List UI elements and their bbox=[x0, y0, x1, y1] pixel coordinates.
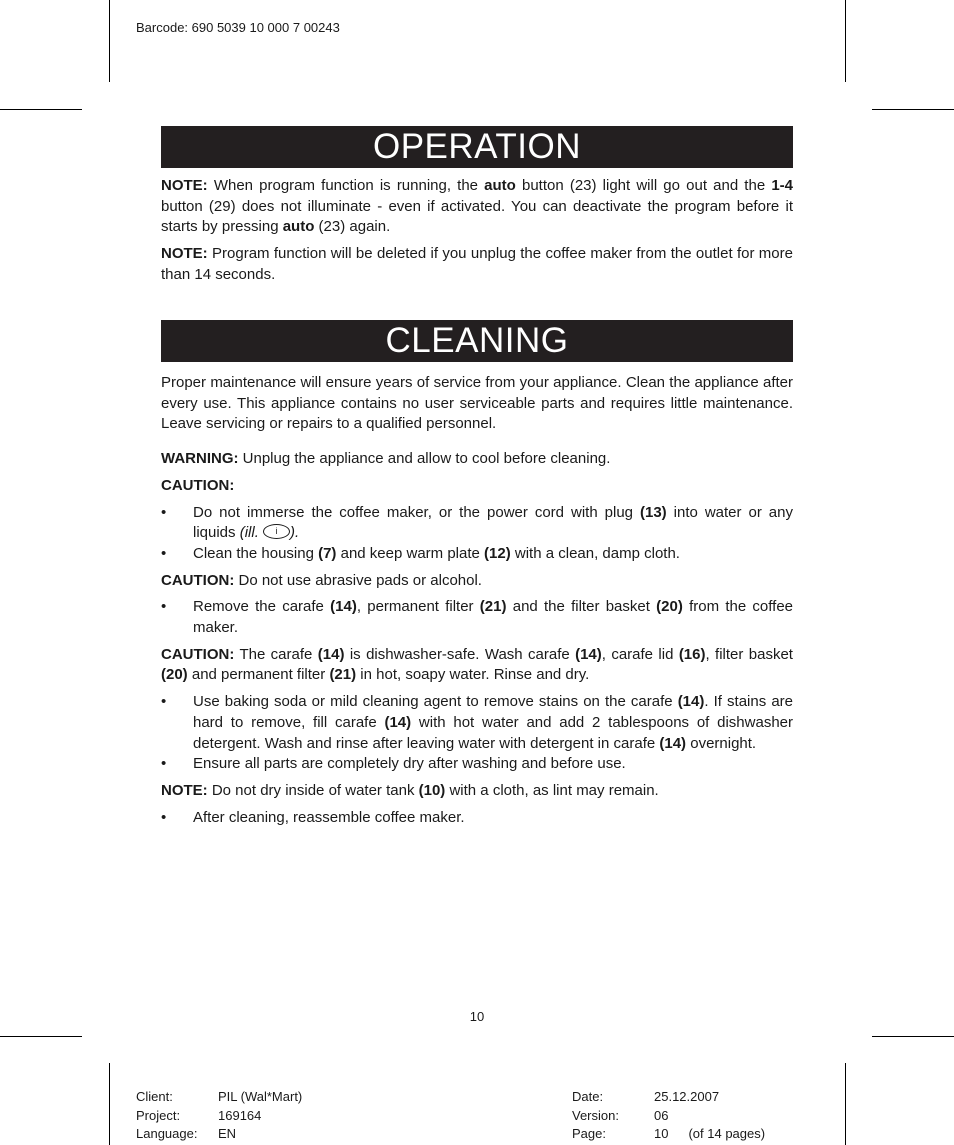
note-label: NOTE: bbox=[161, 177, 208, 194]
bullet: • bbox=[161, 693, 167, 711]
list-item bbox=[161, 544, 793, 565]
operation-note-1 bbox=[161, 176, 793, 238]
auto-button-ref: auto bbox=[282, 218, 315, 236]
crop-mark-top-left bbox=[109, 0, 110, 82]
page-number: 10 bbox=[469, 1009, 485, 1024]
caution-text: The carafe bbox=[234, 645, 318, 663]
crop-mark-left-top bbox=[0, 109, 82, 110]
part-ref: (14) bbox=[575, 645, 602, 663]
part-ref: (21) bbox=[479, 598, 507, 616]
part-ref: (16) bbox=[678, 645, 706, 663]
warning-label: WARNING: bbox=[161, 450, 239, 468]
footer-left bbox=[136, 1088, 302, 1144]
caution-text: in hot, soapy water. Rinse and dry. bbox=[356, 666, 590, 684]
note-text: button (23) light will go out and the bbox=[515, 177, 772, 194]
caution-heading bbox=[161, 476, 793, 497]
project-label: Project: bbox=[136, 1107, 181, 1123]
item-text: overnight. bbox=[686, 734, 757, 752]
footer-language-row bbox=[136, 1125, 302, 1144]
illustration-ref-end: ). bbox=[290, 524, 300, 542]
crop-mark-right-top bbox=[872, 109, 954, 110]
note-text: with a cloth, as lint may remain. bbox=[445, 781, 659, 799]
bullet: • bbox=[161, 544, 167, 562]
caution-paragraph-2 bbox=[161, 571, 793, 592]
caution-text: and permanent filter bbox=[187, 666, 330, 684]
list-item bbox=[161, 808, 793, 829]
caution-text: is dishwasher-safe. Wash carafe bbox=[344, 645, 576, 663]
footer-date-row bbox=[572, 1088, 765, 1107]
part-ref: (20) bbox=[161, 666, 188, 684]
footer-right bbox=[572, 1088, 765, 1144]
client-label: Client: bbox=[136, 1089, 173, 1104]
cleaning-intro: Proper maintenance will ensure years of service from your appliance. Clean the appliance after every use. This appliance contains no user serviceable parts and requires little maintenance. Leave servicing or repairs to a qualified personnel. bbox=[161, 374, 793, 433]
crop-mark-left-bottom bbox=[0, 1036, 82, 1037]
list-item bbox=[161, 692, 793, 754]
item-text: from the coffee maker. bbox=[193, 598, 794, 637]
caution-label: CAUTION: bbox=[161, 645, 235, 663]
auto-button-ref: auto bbox=[484, 177, 516, 194]
note-label: NOTE: bbox=[161, 245, 208, 263]
caution-list-1 bbox=[161, 503, 793, 565]
part-ref: (21) bbox=[329, 666, 357, 684]
date-value: 25.12.2007 bbox=[654, 1089, 720, 1104]
list-item bbox=[161, 597, 793, 638]
item-text: Remove the carafe bbox=[193, 598, 331, 616]
operation-heading: OPERATION bbox=[161, 126, 793, 168]
caution-list-3 bbox=[161, 692, 793, 775]
caution-label: CAUTION: bbox=[161, 571, 235, 589]
caution-label: CAUTION: bbox=[161, 476, 235, 494]
item-text: Ensure all parts are completely dry after washing and before use. bbox=[193, 755, 626, 773]
caution-text: Do not use abrasive pads or alcohol. bbox=[234, 571, 482, 589]
crop-mark-bottom-left bbox=[109, 1063, 110, 1145]
footer-project-row bbox=[136, 1107, 302, 1126]
list-item bbox=[161, 503, 793, 544]
caution-list-2 bbox=[161, 597, 793, 638]
version-value: 06 bbox=[654, 1107, 669, 1123]
bullet: • bbox=[161, 755, 167, 773]
language-value: EN bbox=[218, 1126, 237, 1142]
crop-mark-top-right bbox=[845, 0, 846, 82]
footer-version-row bbox=[572, 1107, 765, 1126]
page-total: (of 14 pages) bbox=[688, 1126, 766, 1142]
operation-note-2 bbox=[161, 244, 793, 285]
warning-text: Unplug the appliance and allow to cool before cleaning. bbox=[238, 450, 611, 468]
part-ref: (7) bbox=[318, 544, 337, 562]
item-text: and keep warm plate bbox=[336, 544, 485, 562]
item-text: with hot water and add 2 tablespoons of dishwasher detergent. Wash and rinse after leaving water with detergent in carafe bbox=[193, 713, 793, 752]
bullet: • bbox=[161, 503, 167, 521]
note-paragraph-3 bbox=[161, 781, 793, 802]
note-text: Do not dry inside of water tank bbox=[207, 781, 419, 799]
bullet: • bbox=[161, 598, 167, 616]
project-value: 169164 bbox=[218, 1107, 262, 1123]
caution-text: , filter basket bbox=[705, 645, 793, 663]
note-label: NOTE: bbox=[161, 781, 208, 799]
part-ref: (20) bbox=[656, 598, 683, 616]
item-text: into water or any liquids bbox=[193, 503, 793, 542]
illustration-number-icon: i bbox=[263, 524, 290, 539]
barcode-text: Barcode: 690 5039 10 000 7 00243 bbox=[136, 20, 340, 35]
note-text: Program function will be deleted if you unplug the coffee maker from the outlet for more than 14 seconds. bbox=[161, 245, 793, 283]
part-ref: (14) bbox=[330, 598, 357, 616]
note-text: When program function is running, the bbox=[207, 177, 485, 194]
version-label: Version: bbox=[572, 1107, 619, 1123]
item-text: with a clean, damp cloth. bbox=[510, 544, 680, 562]
item-text: . If stains are hard to remove, fill carafe bbox=[193, 693, 793, 731]
caution-paragraph-3 bbox=[161, 645, 793, 686]
part-ref: (14) bbox=[384, 713, 412, 731]
item-text: and the filter basket bbox=[506, 598, 657, 616]
language-label: Language: bbox=[136, 1126, 198, 1142]
part-ref: (14) bbox=[317, 645, 345, 663]
part-ref: (10) bbox=[418, 781, 446, 799]
crop-mark-bottom-right bbox=[845, 1063, 846, 1145]
part-ref: (12) bbox=[484, 544, 511, 562]
part-ref: (14) bbox=[659, 734, 687, 752]
footer-client-row bbox=[136, 1088, 302, 1107]
page-value: 10 bbox=[654, 1126, 669, 1142]
bullet: • bbox=[161, 808, 167, 826]
part-ref: (14) bbox=[677, 693, 705, 711]
item-text: Do not immerse the coffee maker, or the power cord with plug bbox=[193, 503, 640, 521]
crop-mark-right-bottom bbox=[872, 1036, 954, 1037]
note-text: (23) again. bbox=[314, 218, 391, 236]
part-ref: (13) bbox=[640, 503, 667, 521]
operation-section bbox=[161, 176, 793, 286]
final-list bbox=[161, 808, 793, 829]
page-label: Page: bbox=[572, 1126, 606, 1142]
cleaning-section bbox=[161, 373, 793, 828]
client-value: PIL (Wal*Mart) bbox=[218, 1089, 303, 1104]
item-text: Use baking soda or mild cleaning agent to remove stains on the carafe bbox=[193, 693, 678, 711]
date-label: Date: bbox=[572, 1089, 604, 1104]
item-text: , permanent filter bbox=[356, 598, 480, 616]
item-text: After cleaning, reassemble coffee maker. bbox=[193, 808, 465, 826]
illustration-ref: (ill. bbox=[239, 524, 259, 542]
list-item bbox=[161, 754, 793, 775]
note-text: button (29) does not illuminate - even if activated. You can deactivate the program before it starts by pressing bbox=[161, 197, 793, 236]
footer-page-row bbox=[572, 1125, 765, 1144]
cleaning-heading: CLEANING bbox=[161, 320, 793, 362]
item-text: Clean the housing bbox=[193, 544, 319, 562]
warning-paragraph bbox=[161, 449, 793, 470]
caution-text: , carafe lid bbox=[601, 645, 679, 663]
one-four-button-ref: 1-4 bbox=[771, 177, 793, 194]
